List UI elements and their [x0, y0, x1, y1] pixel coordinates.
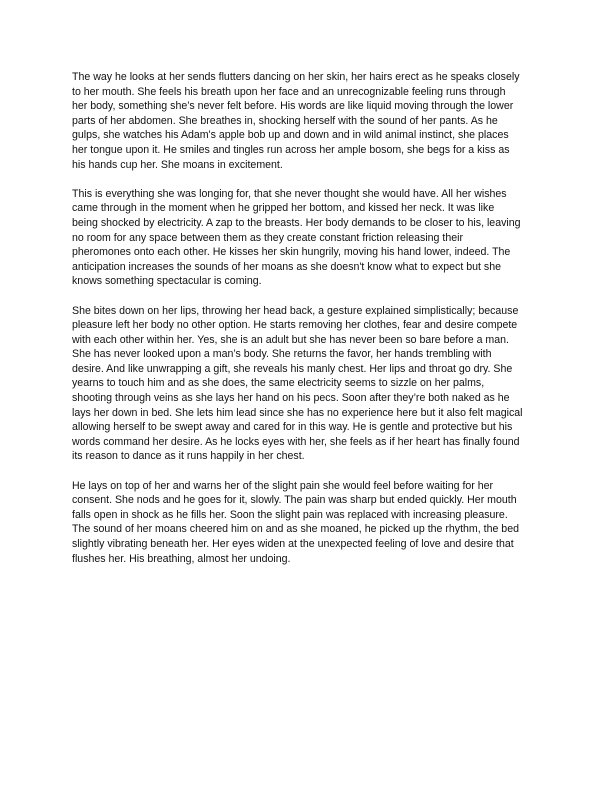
paragraph: [72, 70, 552, 172]
paragraph: [72, 187, 552, 289]
text-line: being shocked by electricity. A zap to the breasts. Her body demands to be closer to his, leaving: [72, 216, 521, 229]
text-line: The way he looks at her sends flutters dancing on her skin, her hairs erect as he speaks closely: [72, 71, 520, 83]
text-line: shooting through veins as she lays her hand on his pecs. Soon after they’re both naked as he: [72, 392, 510, 405]
paragraph: [72, 479, 552, 567]
document-page: [72, 70, 552, 581]
text-line: gulps, she watches his Adam's apple bob up and down and in wild animal instinct, she places: [72, 129, 509, 142]
text-line: knows something spectacular is coming.: [72, 275, 262, 288]
text-line: flushes her. His breathing, almost her undoing.: [72, 552, 291, 565]
text-line: anticipation increases the sounds of her moans as she doesn't know what to expect but she: [72, 260, 501, 273]
text-line: He lays on top of her and warns her of the slight pain she would feel before waiting for her: [72, 479, 494, 492]
text-line: his hands cup her. She moans in excitement.: [72, 158, 283, 171]
text-line: The sound of her moans cheered him on and as she moaned, he picked up the rhythm, the bed: [72, 523, 519, 536]
paragraph: [72, 304, 552, 465]
text-line: with each other within her. Yes, she is an adult but she has never been so bare before a man.: [72, 333, 509, 346]
text-line: pleasure left her body no other option. He starts removing her clothes, fear and desire compete: [72, 319, 518, 332]
text-line: slightly vibrating beneath her. Her eyes widen at the unexpected feeling of love and desire that: [72, 538, 514, 550]
text-line: desire. And like unwrapping a gift, she reveals his manly chest. Her lips and throat go dry. She: [72, 362, 513, 375]
text-line: yearns to touch him and as she does, the same electricity seems to sizzle on her palms,: [72, 377, 485, 390]
text-line: its reason to dance as it runs happily in her chest.: [72, 450, 305, 463]
text-line: her body, something she’s never felt before. His words are like liquid moving through the lower: [72, 100, 514, 113]
text-line: pheromones onto each other. He kisses her skin hungrily, moving his hand lower, indeed. The: [72, 246, 511, 259]
text-line: allowing herself to be swept away and cared for in this way. He is gentle and protective but his: [72, 421, 513, 434]
text-line: This is everything she was longing for, that she never thought she would have. All her wishes: [72, 187, 507, 200]
text-line: words command her desire. As he locks eyes with her, she feels as if her heart has finally found: [72, 435, 520, 448]
text-line: to her mouth. She feels his breath upon her face and an unrecognizable feeling runs through: [72, 85, 506, 98]
text-line: lays her down in bed. She lets him lead since she has no experience here but it also felt magical: [72, 406, 523, 419]
text-line: parts of her abdomen. She breathes in, shocking herself with the sound of her pants. As he: [72, 114, 498, 127]
text-line: She bites down on her lips, throwing her head back, a gesture explained simplistically; because: [72, 304, 519, 317]
text-line: came through in the moment when he gripped her bottom, and kissed her neck. It was like: [72, 202, 495, 215]
text-line: She has never looked upon a man’s body. She returns the favor, her hands trembling with: [72, 348, 492, 361]
text-line: her tongue upon it. He smiles and tingles run across her ample bosom, she begs for a kiss as: [72, 143, 510, 156]
text-line: falls open in shock as he fills her. Soon the slight pain was replaced with increasing pleasure.: [72, 508, 508, 521]
text-line: consent. She nods and he goes for it, slowly. The pain was sharp but ended quickly. Her mouth: [72, 494, 517, 507]
text-line: no room for any space between them as they create constant friction releasing their: [72, 231, 464, 244]
